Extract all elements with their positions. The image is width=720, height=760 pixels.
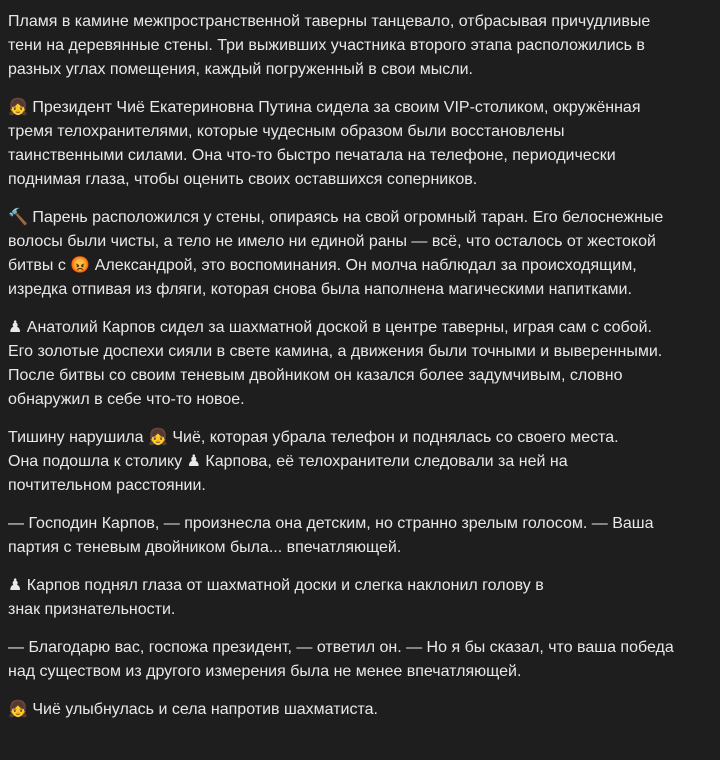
text-line: Пламя в камине межпространственной таверны танцевало, отбрасывая причудливые bbox=[8, 13, 651, 30]
text-line: 👧 Чиё улыбнулась и села напротив шахматиста. bbox=[8, 701, 378, 718]
text-line: ♟ Анатолий Карпов сидел за шахматной доской в центре таверны, играя сам с собой. bbox=[8, 319, 652, 336]
paragraph-silence-broken bbox=[8, 426, 712, 498]
paragraph-dialogue-chiyo bbox=[8, 512, 712, 560]
paragraph-hammer-guy bbox=[8, 206, 712, 302]
text-line: поднимая глаза, чтобы оценить своих оставшихся соперников. bbox=[8, 171, 478, 188]
text-line: знак признательности. bbox=[8, 601, 176, 618]
text-line: Тишину нарушила 👧 Чиё, которая убрала телефон и поднялась со своего места. bbox=[8, 429, 619, 446]
paragraph-president-chiyo bbox=[8, 96, 712, 192]
paragraph-tavern-intro bbox=[8, 10, 712, 82]
text-line: тремя телохранителями, которые чудесным образом были восстановлены bbox=[8, 123, 565, 140]
text-line: обнаружил в себе что-то новое. bbox=[8, 391, 245, 408]
text-line: тени на деревянные стены. Три выживших участника второго этапа расположились в bbox=[8, 37, 645, 54]
text-line: почтительном расстоянии. bbox=[8, 477, 206, 494]
paragraph-dialogue-karpov bbox=[8, 636, 712, 684]
text-line: разных углах помещения, каждый погруженный в свои мысли. bbox=[8, 61, 473, 78]
text-line: волосы были чисты, а тело не имело ни единой раны — всё, что осталось от жестокой bbox=[8, 233, 656, 250]
text-line: над существом из другого измерения была не менее впечатляющей. bbox=[8, 663, 522, 680]
text-line: ♟ Карпов поднял глаза от шахматной доски и слегка наклонил голову в bbox=[8, 577, 544, 594]
paragraph-karpov-nod bbox=[8, 574, 712, 622]
text-line: — Благодарю вас, госпожа президент, — ответил он. — Но я бы сказал, что ваша победа bbox=[8, 639, 674, 656]
text-line: После битвы со своим теневым двойником он казался более задумчивым, словно bbox=[8, 367, 623, 384]
text-line: битвы с 😡 Александрой, это воспоминания. Он молча наблюдал за происходящим, bbox=[8, 257, 637, 274]
text-line: Его золотые доспехи сияли в свете камина, а движения были точными и выверенными. bbox=[8, 343, 663, 360]
text-line: 👧 Президент Чиё Екатериновна Путина сидела за своим VIP-столиком, окружённая bbox=[8, 99, 641, 116]
text-line: — Господин Карпов, — произнесла она детским, но странно зрелым голосом. — Ваша bbox=[8, 515, 654, 532]
text-line: таинственными силами. Она что-то быстро печатала на телефоне, периодически bbox=[8, 147, 616, 164]
text-line: изредка отпивая из фляги, которая снова была наполнена магическими напитками. bbox=[8, 281, 632, 298]
text-line: Она подошла к столику ♟ Карпова, её телохранители следовали за ней на bbox=[8, 453, 568, 470]
paragraph-chiyo-smiles bbox=[8, 698, 712, 722]
paragraph-karpov bbox=[8, 316, 712, 412]
text-line: 🔨 Парень расположился у стены, опираясь на свой огромный таран. Его белоснежные bbox=[8, 209, 664, 226]
text-line: партия с теневым двойником была... впечатляющей. bbox=[8, 539, 402, 556]
